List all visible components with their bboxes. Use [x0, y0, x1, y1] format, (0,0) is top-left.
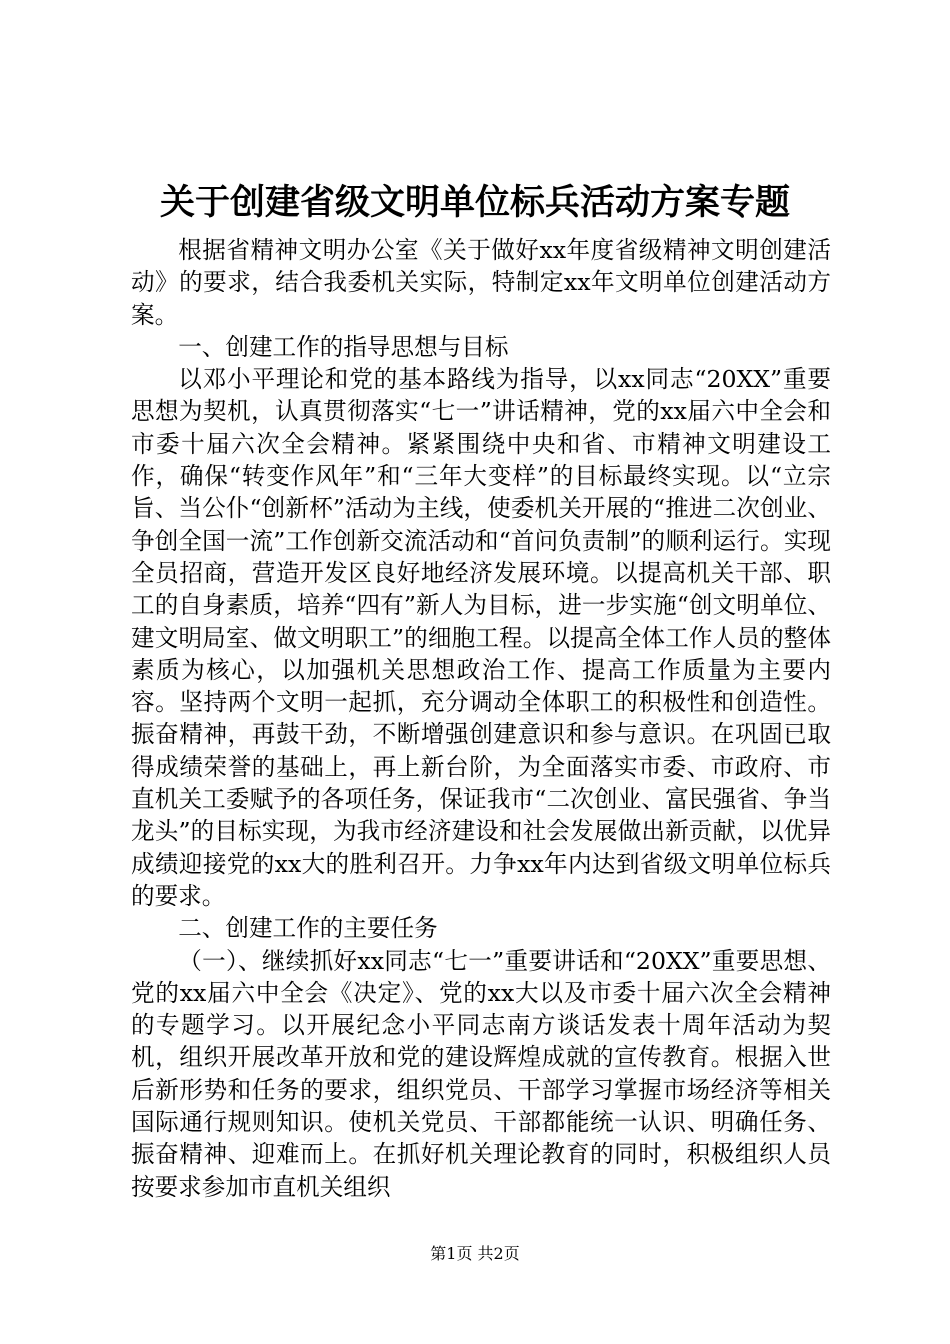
document-title: 关于创建省级文明单位标兵活动方案专题 [159, 182, 790, 223]
document-body [131, 234, 831, 1203]
body-paragraph-task-1: （一）、继续抓好xx同志“七一”重要讲话和“20XX”重要思想、党的xx届六中全会《决定》、党的xx大以及市委十届六次全会精神的专题学习。以开展纪念小平同志南方谈话发表十周年活动为契机，组织开展改革开放和党的建设辉煌成就的宣传教育。根据入世后新形势和任务的要求，组织党员、干部学习掌握市场经济等相关国际通行规则知识。使机关党员、干部都能统一认识、明确任务、振奋精神、迎难而上。在抓好机关理论教育的同时，积极组织人员按要求参加市直机关组织 [131, 946, 831, 1201]
page-number-footer: 第1页 共2页 [430, 1244, 520, 1263]
body-paragraph-intro: 根据省精神文明办公室《关于做好xx年度省级精神文明创建活动》的要求，结合我委机关实际，特制定xx年文明单位创建活动方案。 [131, 236, 831, 329]
section-heading-2: 二、创建工作的主要任务 [178, 914, 438, 943]
body-paragraph-guidance: 以邓小平理论和党的基本路线为指导，以xx同志“20XX”重要思想为契机，认真贯彻落实“七一”讲话精神，党的xx届六中全会和市委十届六次全会精神。紧紧围绕中央和省、市精神文明建设工作，确保“转变作风年”和“三年大变样”的目标最终实现。以“立宗旨、当公仆“创新杯”活动为主线，使委机关开展的“推进二次创业、争创全国一流”工作创新交流活动和“首问负责制”的顺利运行。实现全员招商，营造开发区良好地经济发展环境。以提高机关干部、职工的自身素质，培养“四有”新人为目标，进一步实施“创文明单位、建文明局室、做文明职工”的细胞工程。以提高全体工作人员的整体素质为核心，以加强机关思想政治工作、提高工作质量为主要内容。坚持两个文明一起抓，充分调动全体职工的积极性和创造性。振奋精神，再鼓干劲，不断增强创建意识和参与意识。在巩固已取得成绩荣誉的基础上，再上新台阶，为全面落实市委、市政府、市直机关工委赋予的各项任务，保证我市“二次创业、富民强省、争当龙头”的目标实现，为我市经济建设和社会发展做出新贡献，以优异成绩迎接党的xx大的胜利召开。力争xx年内达到省级文明单位标兵的要求。 [131, 365, 831, 910]
section-heading-1: 一、创建工作的指导思想与目标 [178, 332, 509, 361]
